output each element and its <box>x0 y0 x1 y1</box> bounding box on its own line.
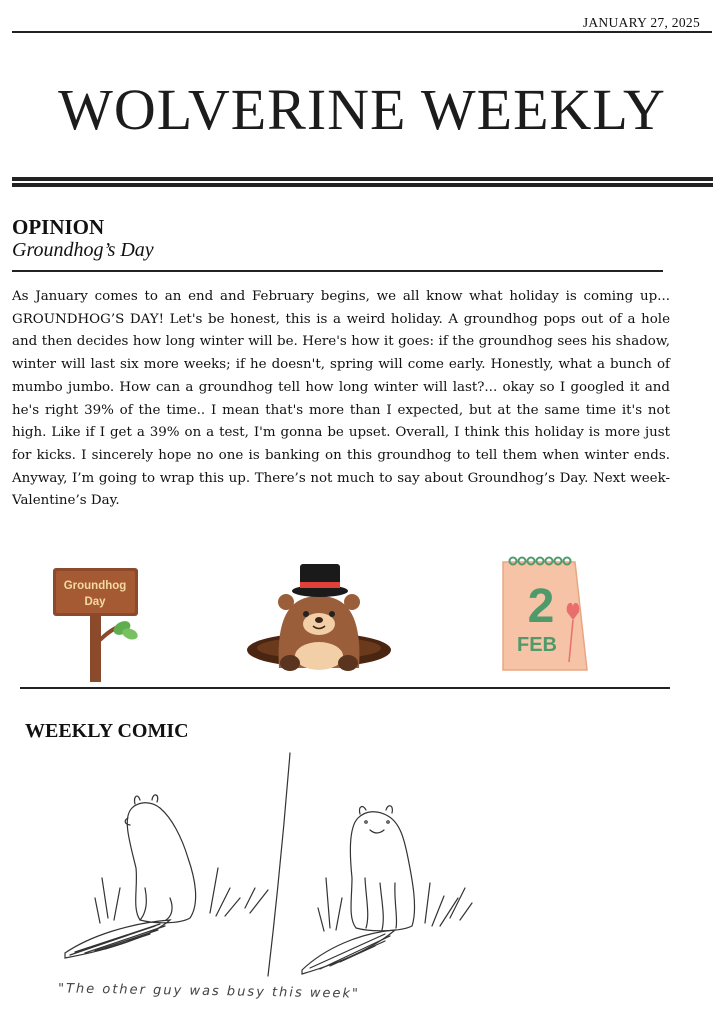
groundhog-eye <box>303 611 309 617</box>
comic-shadow-left <box>65 920 170 958</box>
sign-text-line1: Groundhog <box>63 580 127 592</box>
signpost-illustration <box>48 560 143 685</box>
comic-grass-left <box>95 868 268 923</box>
comic-caption: "The other guy was busy this week" <box>57 981 361 1002</box>
comic-groundhog-right <box>350 806 414 931</box>
groundhog-belly <box>295 642 343 670</box>
weekly-comic-drawing <box>40 748 490 983</box>
calendar-month: FEB <box>517 634 557 656</box>
article-title: Groundhog’s Day <box>12 239 154 261</box>
sign-text-line2: Day <box>84 596 106 608</box>
comic-groundhog-left <box>125 795 195 923</box>
groundhog-paw <box>280 655 300 671</box>
section-rule <box>12 270 663 272</box>
top-rule <box>12 31 712 33</box>
groundhog-eye <box>329 611 335 617</box>
top-hat-band <box>300 582 340 588</box>
groundhog-paw <box>338 655 358 671</box>
article-body: As January comes to an end and February begins, we all know what holiday is coming up... GROUNDHOG’S DAY! Let's be honest, this is a weird holiday. A groundhog pops out of a hole and then decides how long winter will be. Here's how it goes: if the groundhog sees his shadow, winter will last six more weeks; if he doesn't, spring will come early. Honestly, what a bunch of mumbo jumbo. How can a groundhog tell how long winter will last?... okay so I googled it and he's right 39% of the time.. I mean that's more than I expected, but at the same time it's not high. Like if I get a 39% on a test, I'm gonna be upset. Overall, I think this holiday is more just for kicks. I sincerely hope no one is banking on this groundhog to tell them when winter ends. Anyway, I’m going to wrap this up. There’s not much to say about Groundhog’s Day. Next week- Valentine’s Day. <box>12 289 670 509</box>
comic-shadow-right <box>302 930 395 974</box>
section-heading: OPINION <box>12 215 105 239</box>
issue-date: JANUARY 27, 2025 <box>582 15 700 30</box>
groundhog-ear <box>278 594 294 610</box>
calendar-day: 2 <box>527 580 555 633</box>
calendar-illustration <box>495 552 590 676</box>
groundhog-nose <box>315 617 323 623</box>
masthead-title: WOLVERINE WEEKLY <box>58 77 666 142</box>
groundhog-ear <box>344 594 360 610</box>
comic-panel-divider <box>268 753 290 976</box>
comic-heading: WEEKLY COMIC <box>25 720 189 742</box>
masthead-rule-lower <box>12 183 713 187</box>
illustrations-rule <box>20 687 670 689</box>
groundhog-illustration <box>244 558 394 676</box>
masthead-rule-upper <box>12 177 713 181</box>
